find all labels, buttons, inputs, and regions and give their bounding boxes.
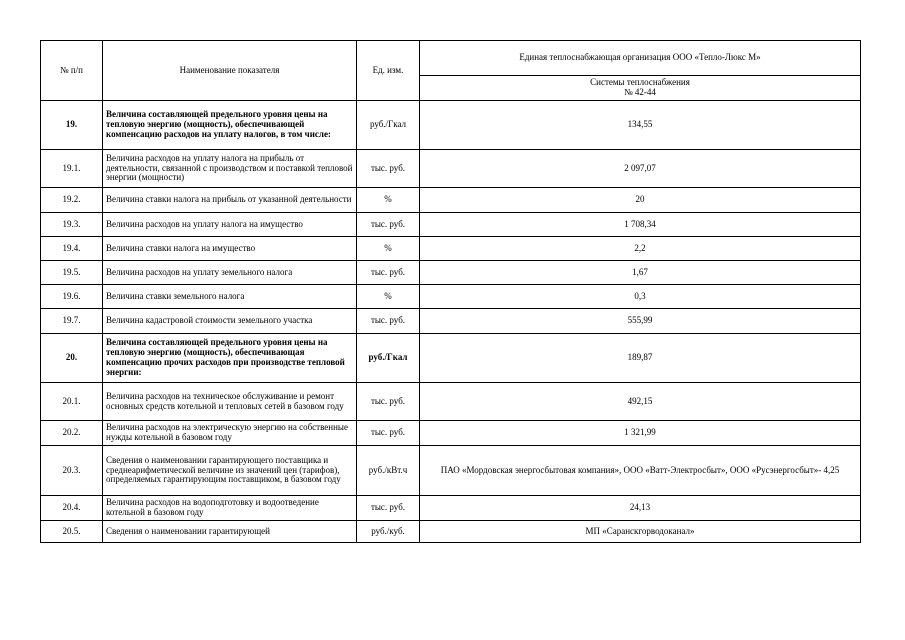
table-row xyxy=(41,446,861,496)
row-num: 20.1. xyxy=(41,383,103,421)
row-unit: % xyxy=(357,237,420,261)
table-row xyxy=(41,101,861,150)
row-unit: руб./кВт.ч xyxy=(357,446,420,496)
row-value: 2,2 xyxy=(420,237,861,261)
row-num: 19.4. xyxy=(41,237,103,261)
row-unit: тыс. руб. xyxy=(357,150,420,188)
table-row xyxy=(41,261,861,285)
header-systems xyxy=(420,76,861,101)
row-value: 24,13 xyxy=(420,496,861,521)
row-name: Величина расходов на уплату налога на имущество xyxy=(103,213,357,237)
row-unit: тыс. руб. xyxy=(357,261,420,285)
row-value: 492,15 xyxy=(420,383,861,421)
table-row xyxy=(41,188,861,213)
row-name: Величина ставки земельного налога xyxy=(103,285,357,309)
table-row xyxy=(41,237,861,261)
table-row xyxy=(41,309,861,334)
table-row xyxy=(41,285,861,309)
row-num: 19.5. xyxy=(41,261,103,285)
tariff-table xyxy=(40,40,861,543)
row-value: МП «Саранскгорводоканал» xyxy=(420,521,861,543)
row-num: 20.4. xyxy=(41,496,103,521)
table-row xyxy=(41,150,861,188)
row-unit: % xyxy=(357,188,420,213)
row-unit: тыс. руб. xyxy=(357,383,420,421)
row-name: Величина составляющей предельного уровня цены на тепловую энергию (мощность), обеспечивающая компенсацию прочих расходов при производстве тепловой энергии: xyxy=(103,334,357,383)
header-num: № п/п xyxy=(41,41,103,101)
table-row xyxy=(41,334,861,383)
header-name: Наименование показателя xyxy=(103,41,357,101)
row-num: 19.2. xyxy=(41,188,103,213)
row-name: Величина кадастровой стоимости земельного участка xyxy=(103,309,357,334)
header-systems-line1: Системы теплоснабжения xyxy=(590,77,690,88)
row-num: 20.3. xyxy=(41,446,103,496)
table-row xyxy=(41,383,861,421)
row-unit: % xyxy=(357,285,420,309)
row-value: 189,87 xyxy=(420,334,861,383)
row-value: 555,99 xyxy=(420,309,861,334)
row-unit: тыс. руб. xyxy=(357,309,420,334)
header-org: Единая теплоснабжающая организация ООО «Тепло-Люкс М» xyxy=(420,41,861,76)
header-systems-line2: № 42-44 xyxy=(624,87,656,97)
row-value: 20 xyxy=(420,188,861,213)
row-name: Величина расходов на электрическую энергию на собственные нужды котельной в базовом году xyxy=(103,421,357,446)
row-value: 1 708,34 xyxy=(420,213,861,237)
row-unit: тыс. руб. xyxy=(357,213,420,237)
header-row xyxy=(41,41,861,76)
row-value: 1 321,99 xyxy=(420,421,861,446)
table-row xyxy=(41,421,861,446)
row-name: Сведения о наименовании гарантирующей xyxy=(103,521,357,543)
row-unit: руб./Гкал xyxy=(357,101,420,150)
row-value: 134,55 xyxy=(420,101,861,150)
row-name: Величина расходов на уплату налога на прибыль от деятельности, связанной с производством и поставкой тепловой энергии (мощности) xyxy=(103,150,357,188)
row-value: 0,3 xyxy=(420,285,861,309)
row-name: Величина ставки налога на прибыль от указанной деятельности xyxy=(103,188,357,213)
table-row xyxy=(41,213,861,237)
row-num: 19.3. xyxy=(41,213,103,237)
row-name: Сведения о наименовании гарантирующего поставщика и среднеарифметической величине из значений цен (тарифов), определяемых гарантирующим поставщиком, в базовом году xyxy=(103,446,357,496)
row-unit: руб./Гкал xyxy=(357,334,420,383)
row-name: Величина составляющей предельного уровня цены на тепловую энергию (мощность), обеспечивающей компенсацию расходов на уплату налогов, в том числе: xyxy=(103,101,357,150)
row-value: 1,67 xyxy=(420,261,861,285)
row-num: 20. xyxy=(41,334,103,383)
row-name: Величина ставки налога на имущество xyxy=(103,237,357,261)
row-num: 19.6. xyxy=(41,285,103,309)
row-value: ПАО «Мордовская энергосбытовая компания», ООО «Ватт-Электросбыт», ООО «Русэнергосбыт»- 4,25 xyxy=(420,446,861,496)
row-name: Величина расходов на уплату земельного налога xyxy=(103,261,357,285)
row-unit: тыс. руб. xyxy=(357,421,420,446)
row-unit: руб./куб. xyxy=(357,521,420,543)
row-name: Величина расходов на техническое обслуживание и ремонт основных средств котельной и тепловых сетей в базовом году xyxy=(103,383,357,421)
row-num: 20.2. xyxy=(41,421,103,446)
table-row xyxy=(41,521,861,543)
row-num: 19.1. xyxy=(41,150,103,188)
row-num: 19. xyxy=(41,101,103,150)
row-name: Величина расходов на водоподготовку и водоотведение котельной в базовом году xyxy=(103,496,357,521)
header-unit: Ед. изм. xyxy=(357,41,420,101)
table-row xyxy=(41,496,861,521)
row-num: 19.7. xyxy=(41,309,103,334)
row-value: 2 097,07 xyxy=(420,150,861,188)
row-unit: тыс. руб. xyxy=(357,496,420,521)
row-num: 20.5. xyxy=(41,521,103,543)
